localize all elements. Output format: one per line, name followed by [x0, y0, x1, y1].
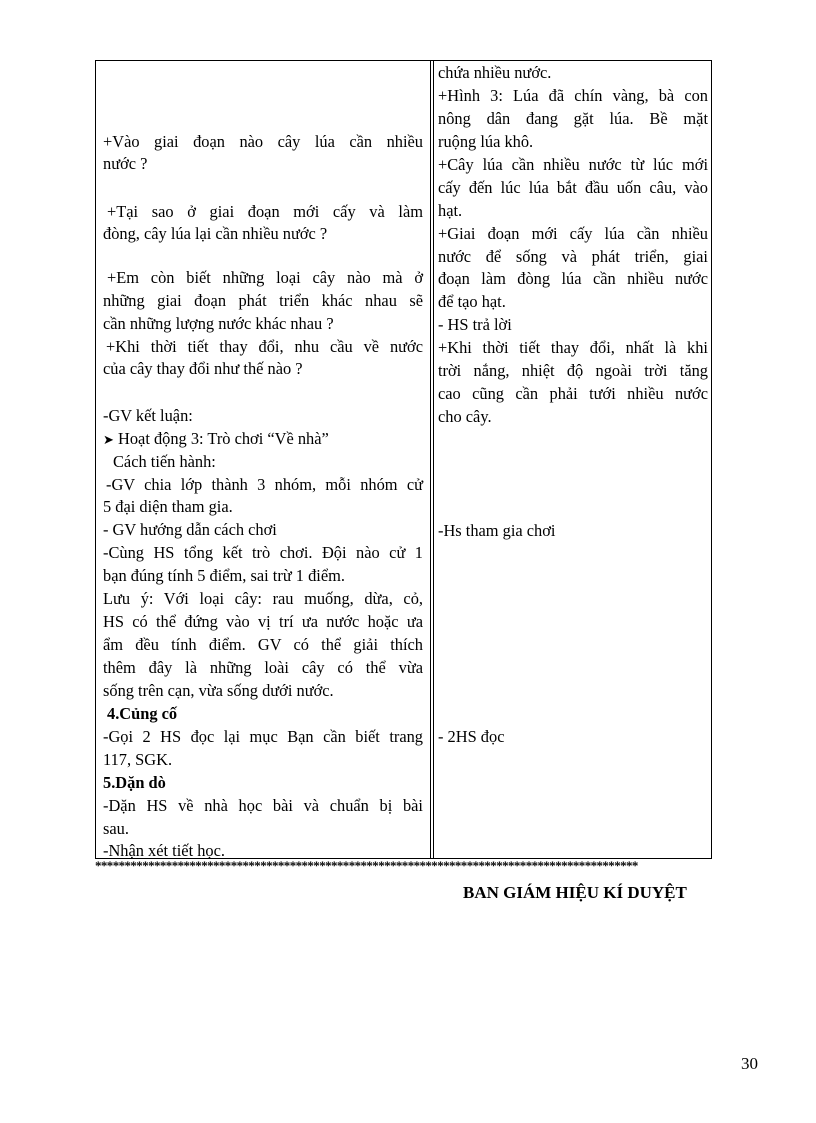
left-line: -Cùng HS tổng kết trò chơi. Đội nào cử 1: [103, 543, 423, 562]
right-line: cấy đến lúc lúa bắt đầu uốn câu, vào: [438, 178, 708, 197]
right-line: - HS trả lời: [438, 315, 512, 334]
left-line: Cách tiến hành:: [113, 452, 216, 471]
right-line: +Cây lúa cần nhiều nước từ lúc mới: [438, 155, 708, 174]
right-line: +Hình 3: Lúa đã chín vàng, bà con: [438, 86, 708, 105]
right-line: nước để sống và phát triển, giai: [438, 247, 708, 266]
left-line: những giai đoạn phát triển khác nhau sẽ: [103, 291, 423, 310]
left-line: +Tại sao ở giai đoạn mới cấy và làm: [107, 202, 423, 221]
left-line: +Khi thời tiết thay đổi, nhu cầu về nước: [106, 337, 423, 356]
left-line: nước ?: [103, 154, 148, 173]
left-line: 5 đại diện tham gia.: [103, 497, 233, 516]
right-line: chứa nhiều nước.: [438, 63, 552, 82]
left-line: +Vào giai đoạn nào cây lúa cần nhiều: [103, 132, 423, 151]
left-line: -GV chia lớp thành 3 nhóm, mỗi nhóm cử: [106, 475, 423, 494]
right-line: cao cũng cần phải tưới nhiều nước: [438, 384, 708, 403]
left-line: cần những lượng nước khác nhau ?: [103, 314, 334, 333]
star-separator: ********************************************************************************************: [95, 858, 638, 873]
left-line: thêm đây là những loài cây có thể vừa: [103, 658, 423, 677]
left-line: sống trên cạn, vừa sống dưới nước.: [103, 681, 334, 700]
arrowhead-bullet-icon: ➤: [103, 433, 114, 448]
page-number: 30: [741, 1054, 758, 1073]
section-heading-consolidation: 4.Củng cố: [107, 704, 178, 723]
left-line: 117, SGK.: [103, 750, 173, 769]
left-line: +Em còn biết những loại cây nào mà ở: [107, 268, 423, 287]
right-line: trời nắng, nhiệt độ ngoài trời tăng: [438, 361, 708, 380]
approval-signature-heading: BAN GIÁM HIỆU KÍ DUYỆT: [463, 883, 687, 902]
left-line: -GV kết luận:: [103, 406, 193, 425]
right-line: đoạn làm đòng lúa cần nhiều nước: [438, 269, 708, 288]
right-line: ruộng lúa khô.: [438, 132, 534, 151]
left-line: HS có thể đứng vào vị trí ưa nước hoặc ưa: [103, 612, 423, 631]
left-line: sau.: [103, 819, 129, 838]
activity-heading-text: Hoạt động 3: Trò chơi “Về nhà”: [118, 429, 329, 448]
left-line: - GV hướng dẫn cách chơi: [103, 520, 277, 539]
left-line: đòng, cây lúa lại cần nhiều nước ?: [103, 224, 328, 243]
right-line: +Khi thời tiết thay đổi, nhất là khi: [438, 338, 708, 357]
right-line: +Giai đoạn mới cấy lúa cần nhiều: [438, 224, 708, 243]
column-divider: [433, 60, 434, 859]
right-line: để tạo hạt.: [438, 292, 506, 311]
section-heading-homework: 5.Dặn dò: [103, 773, 166, 792]
left-line: bạn đúng tính 5 điểm, sai trừ 1 điểm.: [103, 566, 345, 585]
right-line: nông dân đang gặt lúa. Bề mặt: [438, 109, 708, 128]
right-line: hạt.: [438, 201, 463, 220]
left-line: Lưu ý: Với loại cây: rau muống, dừa, cỏ,: [103, 589, 423, 608]
left-line: -Nhận xét tiết học.: [103, 841, 225, 860]
right-line: cho cây.: [438, 407, 492, 426]
left-line: ẩm đều tính điểm. GV có thể giải thích: [103, 635, 423, 654]
left-line: -Dặn HS về nhà học bài và chuẩn bị bài: [103, 796, 423, 815]
right-line: - 2HS đọc: [438, 727, 505, 746]
right-line: -Hs tham gia chơi: [438, 521, 556, 540]
left-line: -Gọi 2 HS đọc lại mục Bạn cần biết trang: [103, 727, 423, 746]
left-line: của cây thay đổi như thế nào ?: [103, 359, 303, 378]
activity-heading: [103, 428, 423, 452]
